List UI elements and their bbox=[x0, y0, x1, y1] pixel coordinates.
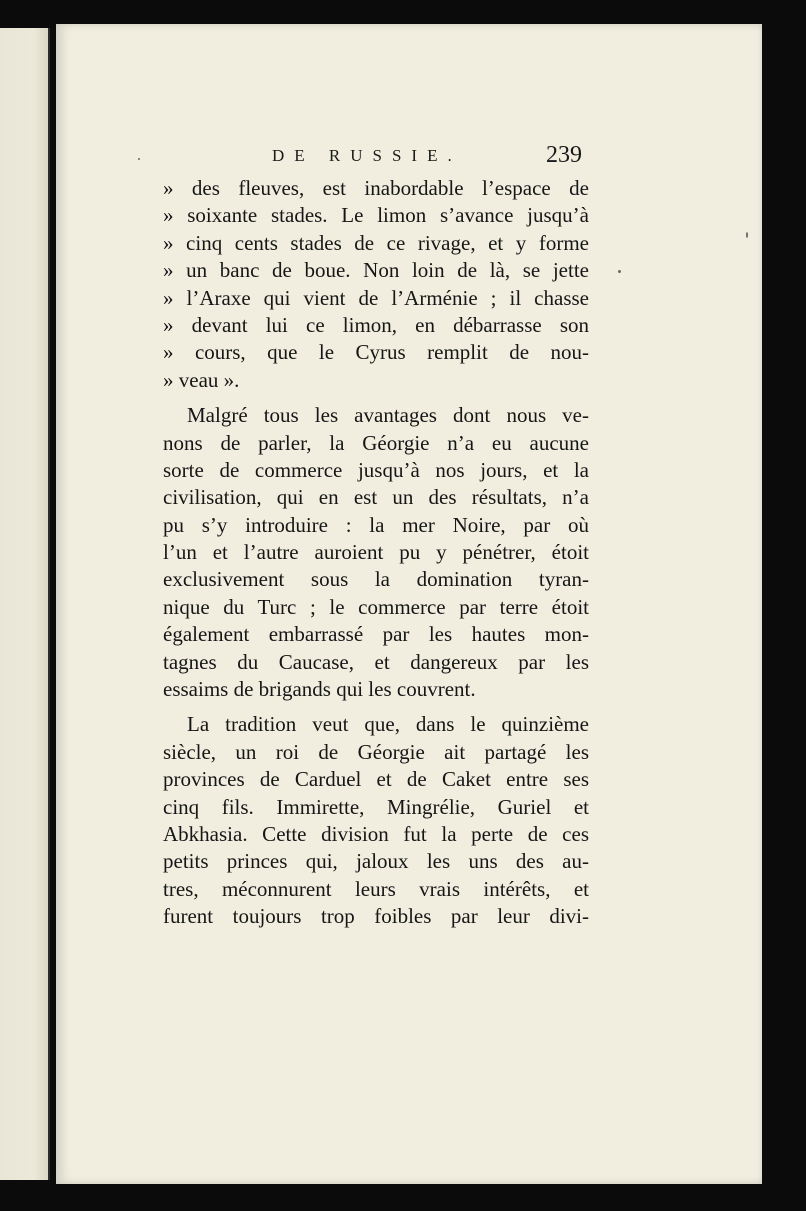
text-line: tres, méconnurent leurs vrais intérêts, et bbox=[163, 876, 589, 901]
text-line: l’un et l’autre auroient pu y pénétrer, étoit bbox=[163, 540, 589, 565]
text-line: » un banc de boue. Non loin de là, se jette bbox=[163, 258, 589, 283]
text-line: civilisation, qui en est un des résultats, n’a bbox=[163, 485, 589, 510]
text-line: essaims de brigands qui les couvrent. bbox=[163, 677, 476, 702]
previous-page-edge bbox=[0, 28, 50, 1180]
text-line: tagnes du Caucase, et dangereux par les bbox=[163, 649, 589, 674]
paragraph bbox=[163, 402, 589, 703]
text-line: également embarrassé par les hautes mon- bbox=[163, 622, 589, 647]
paper-speck bbox=[618, 270, 621, 273]
text-line: » veau ». bbox=[163, 367, 240, 392]
running-head-title: DE RUSSIE. bbox=[272, 146, 462, 165]
paragraph bbox=[163, 175, 589, 394]
text-line: » soixante stades. Le limon s’avance jusqu’à bbox=[163, 203, 589, 228]
running-head bbox=[0, 142, 806, 172]
paper-speck bbox=[138, 158, 140, 160]
text-line: » devant lui ce limon, en débarrasse son bbox=[163, 312, 589, 337]
text-line: Abkhasia. Cette division fut la perte de ces bbox=[163, 821, 589, 846]
paper-speck bbox=[746, 232, 748, 238]
page-number: 239 bbox=[546, 142, 582, 168]
text-line: nique du Turc ; le commerce par terre étoit bbox=[163, 594, 589, 619]
text-line: siècle, un roi de Géorgie ait partagé les bbox=[163, 739, 589, 764]
paragraph bbox=[163, 711, 589, 930]
text-line: furent toujours trop foibles par leur divi- bbox=[163, 904, 589, 929]
text-line: pu s’y introduire : la mer Noire, par où bbox=[163, 512, 589, 537]
text-line: » cours, que le Cyrus remplit de nou- bbox=[163, 340, 589, 365]
text-line: sorte de commerce jusqu’à nos jours, et la bbox=[163, 457, 589, 482]
text-line: » l’Araxe qui vient de l’Arménie ; il chasse bbox=[163, 285, 589, 310]
text-line: La tradition veut que, dans le quinzième bbox=[187, 712, 589, 737]
text-line: cinq fils. Immirette, Mingrélie, Guriel et bbox=[163, 794, 589, 819]
text-line: exclusivement sous la domination tyran- bbox=[163, 567, 589, 592]
body-text bbox=[163, 175, 589, 931]
text-line: » cinq cents stades de ce rivage, et y forme bbox=[163, 230, 589, 255]
text-line: petits princes qui, jaloux les uns des au- bbox=[163, 849, 589, 874]
text-line: Malgré tous les avantages dont nous ve- bbox=[187, 403, 589, 428]
text-line: nons de parler, la Géorgie n’a eu aucune bbox=[163, 430, 589, 455]
text-line: provinces de Carduel et de Caket entre ses bbox=[163, 767, 589, 792]
text-line: » des fleuves, est inabordable l’espace de bbox=[163, 176, 589, 200]
